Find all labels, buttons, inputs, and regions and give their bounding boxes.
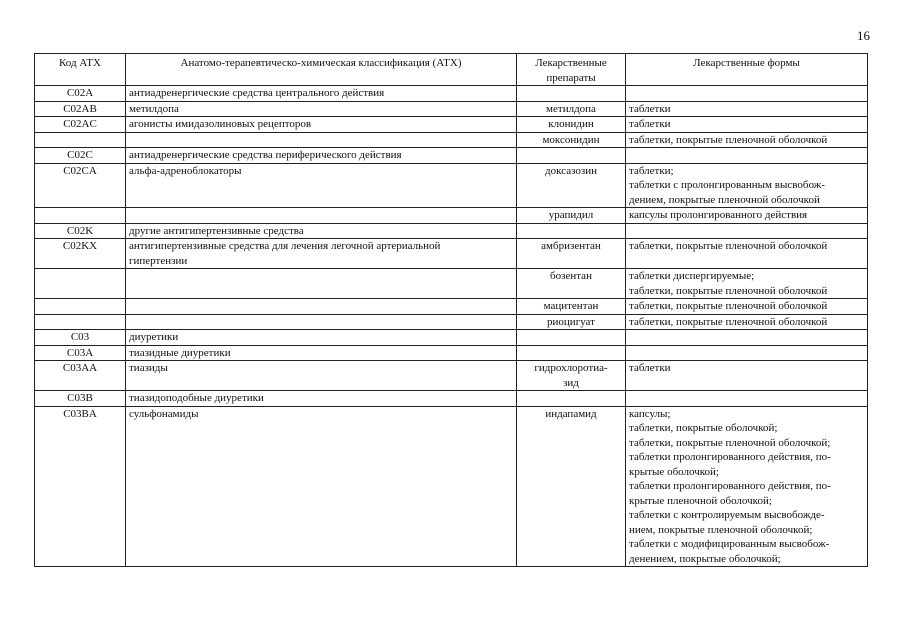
table-row <box>35 208 868 224</box>
drug-cell <box>517 208 626 224</box>
dosage-form-cell-line: капсулы; <box>629 407 671 420</box>
drug-cell-line: урапидил <box>548 209 594 221</box>
drug-cell-line: индапамид <box>545 407 597 420</box>
dosage-form-cell <box>626 314 868 330</box>
dosage-form-cell-line: таблетки с пролонгированным высвобож- <box>629 179 825 191</box>
dosage-form-cell-line: таблетки диспергируемые; <box>629 270 755 282</box>
drug-cell <box>517 406 626 567</box>
atc-code-cell: C02CA <box>35 163 126 208</box>
drug-cell <box>517 345 626 361</box>
atc-code-cell: C03AA <box>35 361 126 391</box>
classification-cell <box>126 208 517 224</box>
atc-code-cell: C03 <box>35 330 126 346</box>
atc-code-cell: C02A <box>35 86 126 102</box>
dosage-form-cell-line: таблетки, покрытые пленочной оболочкой <box>629 300 828 312</box>
dosage-form-cell <box>626 86 868 102</box>
classification-cell-line: метилдопа <box>129 102 179 115</box>
classification-cell <box>126 330 517 346</box>
classification-cell-line: гипертензии <box>129 254 188 267</box>
dosage-form-cell <box>626 299 868 315</box>
atc-code-cell <box>35 132 126 148</box>
drug-cell <box>517 117 626 133</box>
dosage-form-cell <box>626 163 868 208</box>
classification-cell <box>126 239 517 269</box>
classification-cell <box>126 361 517 391</box>
atc-code-cell: C02K <box>35 223 126 239</box>
classification-cell-line: тиазиды <box>129 362 168 374</box>
atc-code-cell: C02AB <box>35 101 126 117</box>
drug-cell-line: метилдопа <box>546 102 596 115</box>
atc-code-cell: C03BA <box>35 406 126 567</box>
atc-code-cell <box>35 208 126 224</box>
classification-cell-line: диуретики <box>129 331 179 343</box>
classification-cell <box>126 117 517 133</box>
atc-code-cell <box>35 299 126 315</box>
classification-cell <box>126 269 517 299</box>
dosage-form-cell-line: таблетки, покрытые оболочкой; <box>629 422 778 434</box>
atc-code-cell: C02KX <box>35 239 126 269</box>
header-drugs-line: препараты <box>546 71 596 84</box>
drug-cell-line: риоцигуат <box>547 315 595 328</box>
classification-cell <box>126 86 517 102</box>
dosage-form-cell-line: таблетки с модифицированным высвобож- <box>629 538 830 550</box>
dosage-form-cell-line: таблетки <box>629 102 671 115</box>
dosage-form-cell <box>626 269 868 299</box>
dosage-form-cell-line: таблетки; <box>629 164 674 177</box>
dosage-form-cell <box>626 208 868 224</box>
dosage-form-cell <box>626 330 868 346</box>
table-body <box>35 86 868 567</box>
classification-cell-line: антигипертензивные средства для лечения легочной артериальной <box>129 240 441 252</box>
table-header-row <box>35 54 868 86</box>
drug-cell-line: зид <box>563 376 579 389</box>
atc-code-cell <box>35 269 126 299</box>
dosage-form-cell <box>626 132 868 148</box>
header-atc-code: Код АТХ <box>35 54 126 86</box>
classification-cell-line: другие антигипертензивные средства <box>129 224 304 237</box>
table-row <box>35 132 868 148</box>
drug-cell <box>517 361 626 391</box>
dosage-form-cell <box>626 223 868 239</box>
table-row <box>35 101 868 117</box>
atc-code-cell: C03A <box>35 345 126 361</box>
header-drugs <box>517 54 626 86</box>
table-row <box>35 163 868 208</box>
dosage-form-cell-line: денением, покрытые оболочкой; <box>629 552 781 565</box>
dosage-form-cell-line: таблетки, покрытые пленочной оболочкой <box>629 284 828 297</box>
dosage-form-cell-line: таблетки, покрытые пленочной оболочкой <box>629 133 828 146</box>
drug-cell-line: гидрохлоротиа- <box>534 362 608 374</box>
dosage-form-cell <box>626 361 868 391</box>
drug-cell <box>517 239 626 269</box>
drug-cell <box>517 269 626 299</box>
classification-cell-line: альфа-адреноблокаторы <box>129 164 242 177</box>
atc-code-cell: C02AC <box>35 117 126 133</box>
classification-cell <box>126 314 517 330</box>
drug-cell <box>517 223 626 239</box>
classification-cell <box>126 163 517 208</box>
classification-cell <box>126 132 517 148</box>
atc-code-cell <box>35 314 126 330</box>
drug-cell-line: моксонидин <box>542 133 600 146</box>
drug-cell <box>517 163 626 208</box>
dosage-form-cell <box>626 148 868 164</box>
drug-cell <box>517 330 626 346</box>
classification-cell <box>126 391 517 407</box>
header-dosage-forms: Лекарственные формы <box>626 54 868 86</box>
dosage-form-cell-line: таблетки пролонгированного действия, по- <box>629 451 831 463</box>
classification-cell-line: агонисты имидазолиновых рецепторов <box>129 118 312 130</box>
drug-cell <box>517 299 626 315</box>
classification-cell-line: тиазидные диуретики <box>129 346 231 359</box>
dosage-form-cell-line: крытые оболочкой; <box>629 465 719 478</box>
atc-code-cell: C02C <box>35 148 126 164</box>
classification-cell <box>126 148 517 164</box>
classification-cell <box>126 223 517 239</box>
drug-cell-line: мацитентан <box>543 300 599 312</box>
dosage-form-cell-line: таблетки <box>629 362 671 374</box>
drug-cell-line: клонидин <box>548 118 594 130</box>
table-row <box>35 330 868 346</box>
drug-cell <box>517 314 626 330</box>
dosage-form-cell <box>626 239 868 269</box>
classification-cell-line: антиадренергические средства периферического действия <box>129 149 402 161</box>
table-row <box>35 269 868 299</box>
dosage-form-cell <box>626 406 868 567</box>
drug-cell-line: бозентан <box>550 270 592 282</box>
table-row <box>35 148 868 164</box>
classification-cell-line: сульфонамиды <box>129 407 199 420</box>
page-number: 16 <box>857 28 870 43</box>
dosage-form-cell-line: таблетки, покрытые пленочной оболочкой; <box>629 436 831 449</box>
dosage-form-cell-line: таблетки, покрытые пленочной оболочкой <box>629 240 828 252</box>
table-row <box>35 299 868 315</box>
table-row <box>35 345 868 361</box>
drug-cell <box>517 148 626 164</box>
dosage-form-cell-line: таблетки с контролируемым высвобожде- <box>629 509 825 521</box>
classification-cell <box>126 101 517 117</box>
dosage-form-cell-line: дением, покрытые пленочной оболочкой <box>629 193 820 206</box>
dosage-form-cell <box>626 345 868 361</box>
drug-cell <box>517 391 626 407</box>
table-row <box>35 223 868 239</box>
table-row <box>35 239 868 269</box>
drug-cell <box>517 132 626 148</box>
drug-cell-line: амбризентан <box>541 240 601 252</box>
table-row <box>35 314 868 330</box>
dosage-form-cell-line: крытые пленочной оболочкой; <box>629 494 772 507</box>
dosage-form-cell <box>626 117 868 133</box>
table-row <box>35 406 868 567</box>
dosage-form-cell <box>626 391 868 407</box>
table-row <box>35 361 868 391</box>
drug-cell-line: доксазозин <box>545 164 597 177</box>
classification-cell <box>126 345 517 361</box>
classification-cell-line: антиадренергические средства центрального действия <box>129 87 385 99</box>
classification-cell <box>126 406 517 567</box>
dosage-form-cell-line: таблетки <box>629 118 671 130</box>
classification-cell <box>126 299 517 315</box>
dosage-form-cell <box>626 101 868 117</box>
dosage-form-cell-line: таблетки, покрытые пленочной оболочкой <box>629 315 828 328</box>
atc-code-cell: C03B <box>35 391 126 407</box>
table-row <box>35 117 868 133</box>
drug-cell <box>517 101 626 117</box>
classification-cell-line: тиазидоподобные диуретики <box>129 392 264 404</box>
dosage-form-cell-line: капсулы пролонгированного действия <box>629 209 808 221</box>
dosage-form-cell-line: нием, покрытые пленочной оболочкой; <box>629 523 813 536</box>
drug-cell <box>517 86 626 102</box>
table-row <box>35 86 868 102</box>
atc-classification-table <box>34 53 868 567</box>
dosage-form-cell-line: таблетки пролонгированного действия, по- <box>629 480 831 492</box>
header-atc-classification: Анатомо-терапевтическо-химическая классификация (АТХ) <box>126 54 517 86</box>
header-drugs-line: Лекарственные <box>535 57 607 69</box>
table-row <box>35 391 868 407</box>
